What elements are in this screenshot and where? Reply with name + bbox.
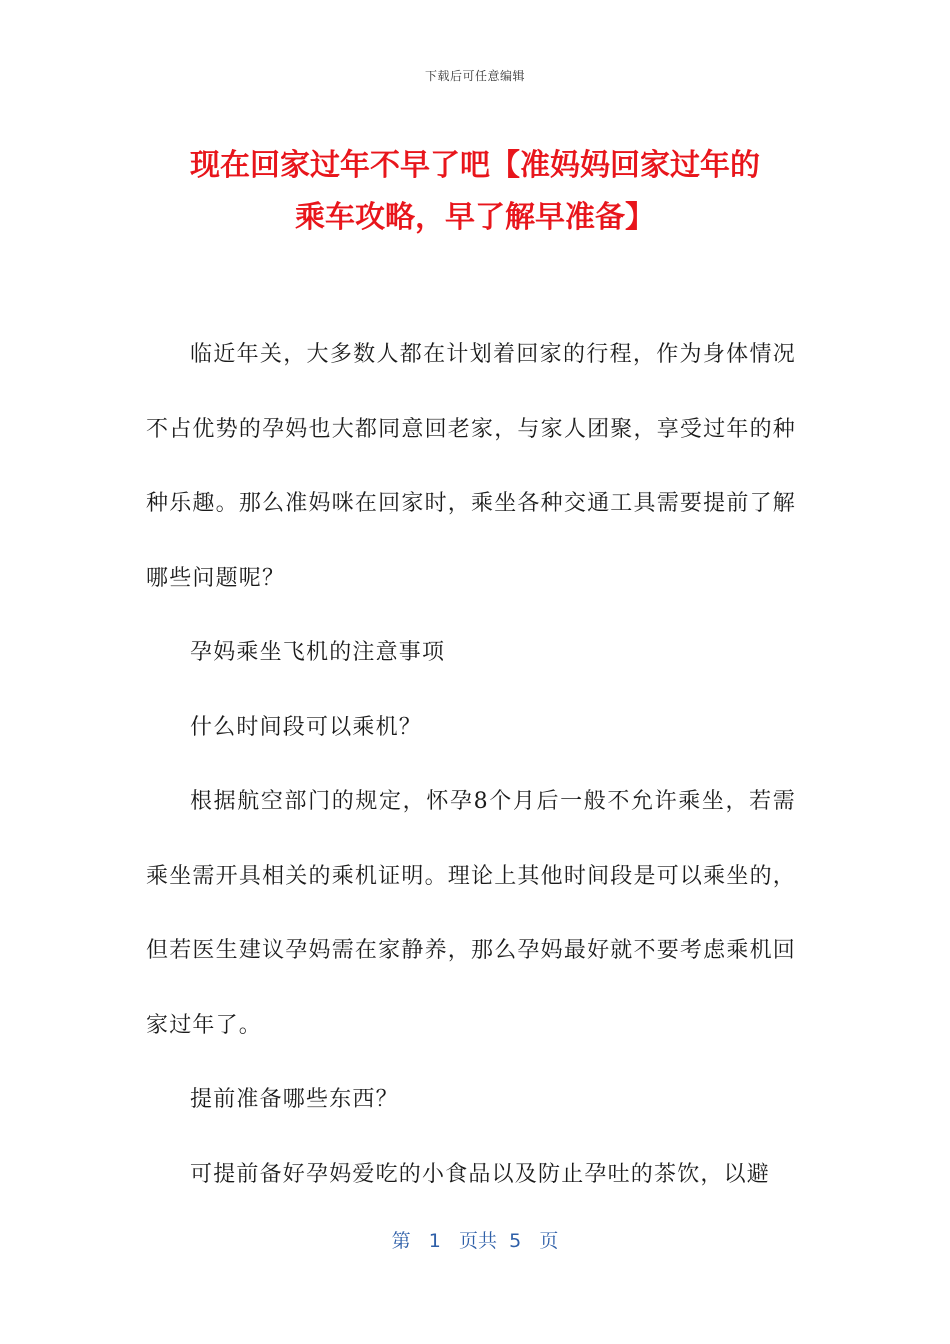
paragraph-intro: 临近年关，大多数人都在计划着回家的行程，作为身体情况不占优势的孕妈也大都同意回老家，与家人团聚，享受过年的种种乐趣。那么准妈咪在回家时，乘坐各种交通工具需要提前了解哪些问题呢？	[146, 342, 796, 591]
title-line-2: 乘车攻略，早了解早准备】	[295, 200, 655, 235]
page-number: 1	[428, 1230, 441, 1252]
document-body	[146, 318, 796, 1212]
document-title	[100, 140, 850, 244]
page-label-mid: 页共	[459, 1230, 498, 1252]
page-footer	[0, 1226, 950, 1253]
total-pages: 5	[509, 1230, 522, 1252]
title-line-1: 现在回家过年不早了吧【准妈妈回家过年的	[190, 148, 760, 183]
page-label-prefix: 第	[391, 1230, 411, 1252]
page-label-suffix: 页	[539, 1230, 559, 1252]
paragraph-airline-rules: 根据航空部门的规定，怀孕8个月后一般不允许乘坐，若需乘坐需开具相关的乘机证明。理论上其他时间段是可以乘坐的，但若医生建议孕妈需在家静养，那么孕妈最好就不要考虑乘机回家过年了。	[146, 789, 796, 1038]
header-note: 下载后可任意编辑	[424, 69, 525, 83]
question-when-to-fly: 什么时间段可以乘机？	[190, 714, 423, 740]
paragraph-preparation: 可提前备好孕妈爱吃的小食品以及防止孕吐的茶饮，以避	[190, 1161, 771, 1187]
section-heading-airplane: 孕妈乘坐飞机的注意事项	[190, 640, 446, 665]
question-what-to-prepare: 提前准备哪些东西？	[190, 1087, 399, 1112]
